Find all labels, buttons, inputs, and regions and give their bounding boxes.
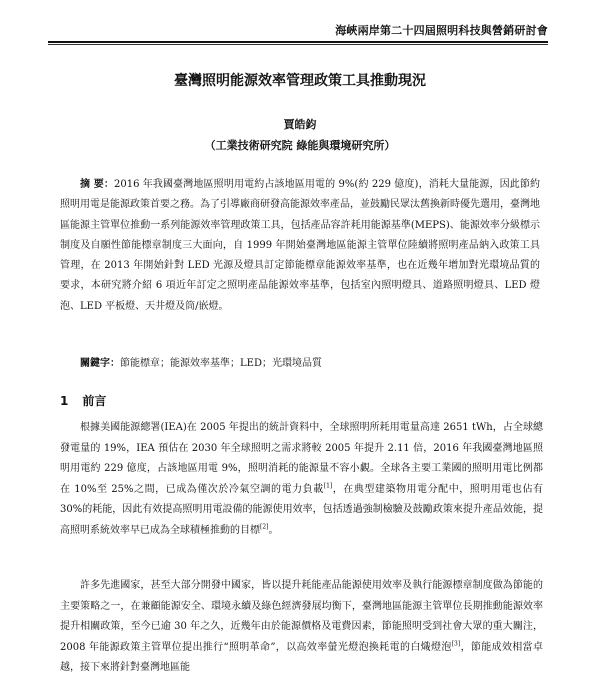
paper-title: 臺灣照明能源效率管理政策工具推動現況 [174, 73, 426, 89]
paragraph-text: 根據美國能源總署(IEA)在 2005 年提出的統計資料中，全球照明所耗用電量高達 2651 tWh，占全球總發電量的 19%，IEA 預估在 2030 年全球照明之需求將較 2005 年提升 2.11 倍，2016 年我國臺灣地區照明用電約 229 億度，占該地區用電 9%，照明消耗的能源量不容小覷。全球各主要工業國的照明用電比例都在 10%至 25%之間，已成為僅次於冷氣空調的電力負載 [60, 422, 543, 495]
paragraph-text: 許多先進國家，甚至大部分開發中國家，皆以提升耗能產品能源使用效率及執行能源標章制度做為節能的主要策略之一，在兼顧能源安全、環境永續及綠色經濟發展均衡下，臺灣地區能源主管單位長期推動能源效率提升相關政策，至今已逾 30 年之久，近幾年由於能源價格及電費因素，節能照明受到社會大眾的重大關注，2008 年能源政策主管單位提出推行“照明革命”，以高效率螢光燈泡換耗電的白熾燈泡 [60, 580, 543, 653]
section-heading [60, 392, 106, 409]
keywords-text: 節能標章；能源效率基準；LED；光環境品質 [120, 358, 322, 369]
abstract [60, 175, 540, 317]
citation-ref: [1] [323, 482, 333, 490]
keywords [80, 356, 540, 372]
keywords-label: 關鍵字： [80, 358, 120, 369]
paragraph-text: ，在典型建築物用電分配中，照明用電也佔有 30%的耗能，因此有效提高照明用電設備的能源使用效率，包括透過強制檢驗及鼓勵政策來提升產品效能，提高照明系統效率早已成為全球積極推動的目標 [60, 483, 544, 536]
header-rule-thin [48, 44, 548, 45]
paragraph-text: ，節能成效相當卓越，接下來將針對臺灣地區能 [60, 641, 543, 673]
citation-ref: [2] [260, 523, 269, 531]
abstract-label: 摘 要： [80, 179, 115, 190]
conference-header: 海峽兩岸第二十四屆照明科技與營銷研討會 [335, 24, 548, 37]
citation-ref: [3] [451, 640, 461, 648]
section-title: 前言 [82, 394, 107, 408]
body-paragraph-1 [60, 418, 543, 541]
section-number: 1 [60, 394, 69, 408]
abstract-text: 2016 年我國臺灣地區照明用電約占該地區用電的 9%(約 229 億度)，消耗大量能源，因此節約照明用電是能源政策首要之務。為了引導廠商研發高能源效率產品，並鼓勵民眾汰舊換新時優先選用，臺灣地區能源主管單位推動一系列能源效率管理政策工具，包括產品容許耗用能源基準(MEPS)、能源效率分級標示制度及自願性節能標章制度三大面向，自 1999 年開始臺灣地區能源主管單位陸續將照明產品納入政策工具管理，在 2013 年開始針對 LED 光源及燈具訂定節能標章能源效率基準，也在近幾年增加對光環境品質的要求，本研究將介紹 6 項近年訂定之照明產品能源效率基準，包括室內照明燈具、道路照明燈具、LED 燈泡、LED 平板燈、天井燈及筒/嵌燈。 [60, 179, 541, 312]
author-name: 賈皓鈞 [283, 118, 317, 131]
header-rule [48, 41, 548, 43]
body-paragraph-2 [60, 576, 543, 679]
author-affiliation: （工業技術研究院 綠能與環境研究所） [204, 139, 396, 152]
paragraph-text: 。 [268, 524, 279, 536]
